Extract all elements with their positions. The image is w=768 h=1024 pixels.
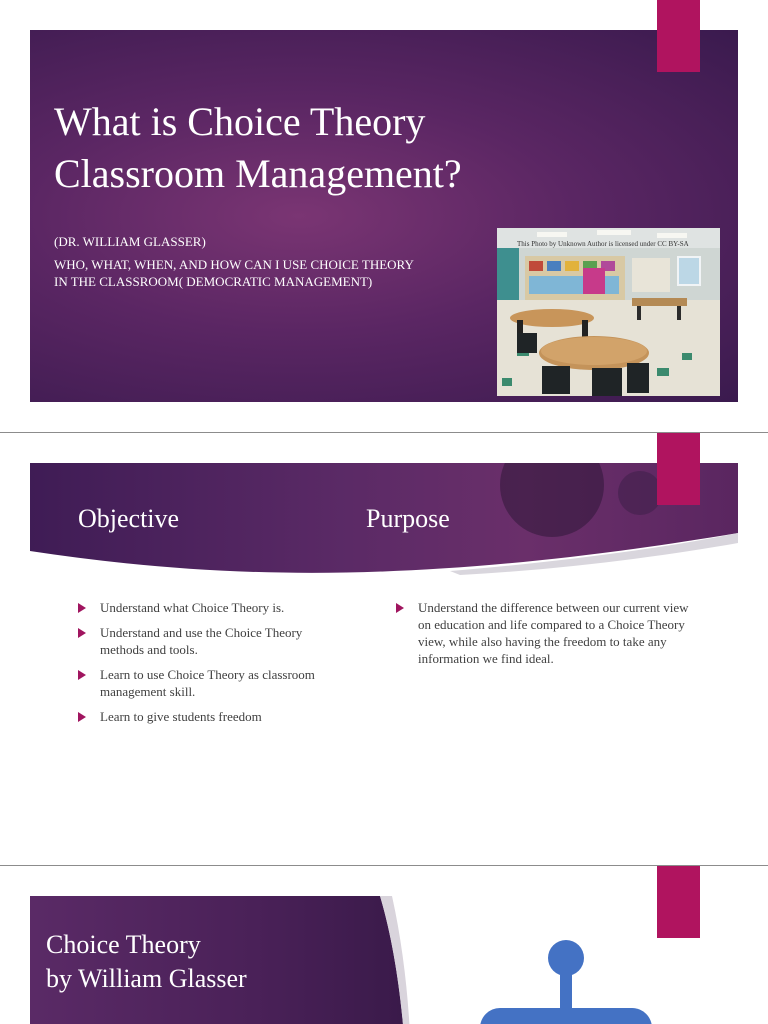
slide-2[interactable]	[0, 433, 768, 865]
diagram-connector	[560, 972, 572, 1012]
photo-attribution: This Photo by Unknown Author is licensed under CC BY-SA	[517, 240, 689, 248]
slide-title-line-2: by William Glasser	[46, 964, 247, 993]
diagram-base-shape	[480, 1008, 652, 1024]
slide-title	[54, 96, 514, 200]
classroom-photo-image	[497, 228, 720, 396]
list-item	[78, 708, 348, 725]
slide-subtitle-author: (DR. WILLIAM GLASSER)	[54, 234, 206, 249]
diagram-node-circle	[548, 940, 584, 976]
slide-title-line-1: Choice Theory	[46, 930, 201, 959]
bullet-arrow-icon	[78, 628, 86, 638]
list-item-text: Learn to give students freedom	[100, 709, 262, 724]
list-item	[78, 666, 348, 700]
slide-subtitle-line-1: WHO, WHAT, WHEN, AND HOW CAN I USE CHOICE THEORY	[54, 257, 414, 272]
purpose-list	[396, 599, 696, 675]
diagram-graphic	[480, 938, 660, 1024]
list-item-text: Learn to use Choice Theory as classroom management skill.	[100, 667, 315, 699]
bullet-arrow-icon	[78, 670, 86, 680]
classroom-photo	[497, 228, 720, 396]
slide-subtitle-line-2: IN THE CLASSROOM( DEMOCRATIC MANAGEMENT)	[54, 274, 373, 289]
slide-1[interactable]	[0, 0, 768, 432]
slide-3[interactable]	[0, 866, 768, 1024]
list-item-text: Understand what Choice Theory is.	[100, 600, 285, 615]
list-item	[396, 599, 696, 667]
list-item	[78, 599, 348, 616]
list-item-text: Understand the difference between our current view on education and life compared to a Choice Theory view, while also having the freedom to take any information we find ideal.	[418, 600, 689, 666]
accent-bar	[657, 866, 700, 938]
bullet-arrow-icon	[78, 712, 86, 722]
bullet-arrow-icon	[396, 603, 404, 613]
slide-title	[46, 928, 376, 996]
list-item	[78, 624, 348, 658]
accent-bar	[657, 0, 700, 72]
bullet-arrow-icon	[78, 603, 86, 613]
slide-title-line-1: What is Choice Theory	[54, 99, 426, 144]
accent-bar	[657, 433, 700, 505]
objective-list	[78, 599, 348, 733]
heading-purpose: Purpose	[366, 504, 450, 533]
slide-title-line-2: Classroom Management?	[54, 151, 462, 196]
heading-objective: Objective	[78, 504, 180, 533]
list-item-text: Understand and use the Choice Theory methods and tools.	[100, 625, 303, 657]
